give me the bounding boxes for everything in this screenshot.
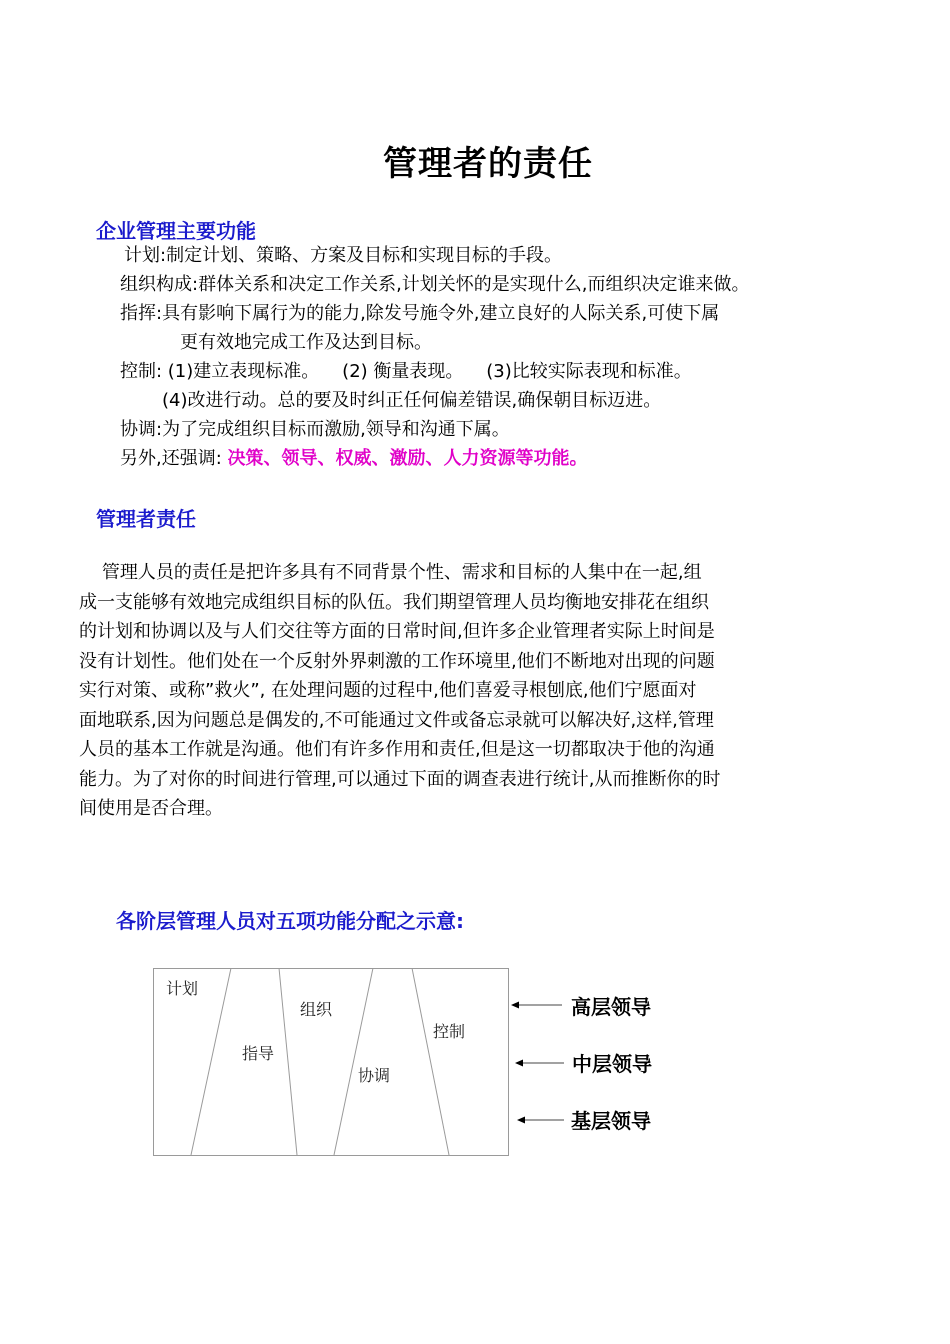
paragraph-line: 面地联系,因为问题总是偶发的,不可能通过文件或备忘录就可以解决好,这样,管理 [79, 709, 714, 731]
line-planning: 计划:制定计划、策略、方案及目标和实现目标的手段。 [124, 245, 563, 266]
arrow-left-icon [510, 998, 566, 1012]
paragraph-line: 能力。为了对你的时间进行管理,可以通过下面的调查表进行统计,从而推断你的时 [79, 768, 721, 790]
line-organizing: 组织构成:群体关系和决定工作关系,计划关怀的是实现什么,而组织决定谁来做。 [120, 274, 750, 295]
divider-line [279, 968, 297, 1155]
also-emphasis: 决策、领导、权威、激励、人力资源等功能。 [227, 448, 588, 469]
paragraph-line: 没有计划性。他们处在一个反射外界刺激的工作环境里,他们不断地对出现的问题 [79, 650, 715, 672]
line-coordinating: 协调:为了完成组织目标而激励,领导和沟通下属。 [120, 419, 510, 440]
line-directing: 指挥:具有影响下属行为的能力,除发号施令外,建立良好的人际关系,可使下属 [120, 303, 720, 324]
arrow-left-icon [514, 1056, 568, 1070]
line-also-emphasize [120, 445, 588, 473]
level-label-base: 基层领导 [571, 1109, 651, 1133]
section-heading-responsibility: 管理者责任 [96, 507, 196, 531]
page-title: 管理者的责任 [383, 144, 593, 184]
responsibility-paragraph [79, 558, 879, 824]
section-heading-functions: 企业管理主要功能 [96, 219, 256, 243]
function-label-controlling: 控制 [433, 1022, 466, 1041]
function-label-coordinating: 协调 [358, 1066, 391, 1085]
line-controlling-cont: (4)改进行动。总的要及时纠正任何偏差错误,确保朝目标迈进。 [162, 390, 662, 411]
function-label-planning: 计划 [166, 979, 199, 998]
function-label-directing: 指导 [242, 1044, 275, 1063]
line-controlling: 控制: (1)建立表现标准。 (2) 衡量表现。 (3)比较实际表现和标准。 [120, 361, 692, 382]
line-directing-cont: 更有效地完成工作及达到目标。 [180, 332, 432, 353]
function-label-organizing: 组织 [300, 1000, 333, 1019]
also-prefix: 另外,还强调: [120, 448, 228, 469]
paragraph-line: 实行对策、或称”救火”, 在处理问题的过程中,他们喜爱寻根刨底,他们宁愿面对 [79, 680, 697, 701]
paragraph-line: 成一支能够有效地完成组织目标的队伍。我们期望管理人员均衡地安排花在组织 [79, 591, 709, 613]
diagram-heading: 各阶层管理人员对五项功能分配之示意: [116, 909, 464, 933]
paragraph-line: 的计划和协调以及与人们交往等方面的日常时间,但许多企业管理者实际上时间是 [79, 621, 715, 642]
paragraph-line: 管理人员的责任是把许多具有不同背景个性、需求和目标的人集中在一起,组 [79, 562, 702, 583]
divider-line [334, 968, 373, 1155]
divider-line [412, 968, 449, 1155]
level-label-top: 高层领导 [571, 995, 651, 1019]
level-label-middle: 中层领导 [572, 1052, 652, 1076]
arrow-left-icon [516, 1113, 568, 1127]
paragraph-line: 人员的基本工作就是沟通。他们有许多作用和责任,但是这一切都取决于他的沟通 [79, 739, 715, 760]
paragraph-line: 间使用是否合理。 [79, 798, 223, 819]
